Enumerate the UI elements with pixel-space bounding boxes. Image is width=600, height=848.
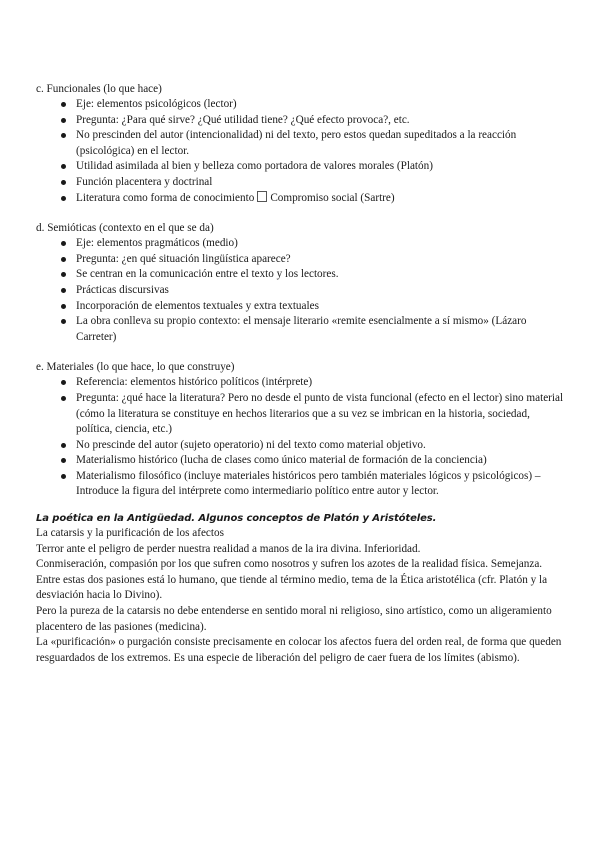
bullet-icon [61, 102, 66, 107]
paragraph: Entre estas dos pasiones está lo humano, que tiende al término medio, tema de la Ética aristotélica (cfr. Platón y la desviación hacia lo Divino). [36, 573, 548, 602]
list-item: Incorporación de elementos textuales y extra textuales [76, 299, 566, 315]
bullet-icon [61, 443, 66, 448]
bullet-icon [61, 288, 66, 293]
list-item: Función placentera y doctrinal [76, 175, 566, 191]
bullet-icon [61, 180, 66, 185]
list-item: La obra conlleva su propio contexto: el mensaje literario «remite esencialmente a sí mismo» (Lázaro Carreter) [76, 314, 566, 345]
bullet-icon [61, 241, 66, 246]
list-item: Pregunta: ¿qué hace la literatura? Pero no desde el punto de vista funcional (efecto en el lector) sino material (cómo la literatura se constituye en hechos literarios que a su vez se imbrican en la historia, sociedad, política, ciencia, etc.) [76, 391, 566, 438]
document-page [36, 82, 566, 666]
list-item: No prescinde del autor (sujeto operatorio) ni del texto como material objetivo. [76, 438, 566, 454]
list-semioticas [36, 236, 566, 345]
list-item: No prescinden del autor (intencionalidad) ni del texto, pero estos quedan supeditados a la reacción (psicológica) en el lector. [76, 128, 566, 159]
list-item: Utilidad asimilada al bien y belleza como portadora de valores morales (Platón) [76, 159, 566, 175]
section-title-materiales: e. Materiales (lo que hace, lo que construye) [36, 361, 235, 374]
list-item: Eje: elementos pragmáticos (medio) [76, 236, 566, 252]
bullet-icon [61, 196, 66, 201]
bullet-icon [61, 257, 66, 262]
paragraph: Conmiseración, compasión por los que sufren como nosotros y sufren los azotes de la realidad física. Semejanza. [36, 558, 543, 571]
bullet-icon [61, 272, 66, 277]
list-item: Referencia: elementos histórico políticos (intérprete) [76, 375, 566, 391]
list-item: Se centran en la comunicación entre el texto y los lectores. [76, 267, 566, 283]
bullet-icon [61, 319, 66, 324]
poetics-heading: La poética en la Antigüedad. Algunos conceptos de Platón y Aristóteles. [36, 513, 437, 525]
section-title-funcionales: c. Funcionales (lo que hace) [36, 83, 162, 95]
missing-glyph-icon [257, 191, 267, 202]
bullet-icon [61, 380, 66, 385]
paragraph: Pero la pureza de la catarsis no debe entenderse en sentido moral ni religioso, sino artístico, como un aligeramiento placentero de las pasiones (medicina). [36, 605, 552, 633]
paragraph: La «purificación» o purgación consiste precisamente en colocar los afectos fuera del orden real, de forma que queden resguardados de los extremos. Es una especie de liberación del peligro de caer fuera de los límites (abismo). [36, 636, 562, 664]
list-item: Prácticas discursivas [76, 283, 566, 299]
bullet-icon [61, 458, 66, 463]
list-item: Literatura como forma de conocimiento Compromiso social (Sartre) [76, 191, 566, 207]
bullet-icon [61, 304, 66, 309]
section-title-semioticas: d. Semióticas (contexto en el que se da) [36, 222, 214, 235]
paragraph: La catarsis y la purificación de los afectos [36, 527, 224, 540]
bullet-icon [61, 396, 66, 401]
list-funcionales [36, 97, 566, 206]
list-item: Eje: elementos psicológicos (lector) [76, 97, 566, 113]
paragraph: Terror ante el peligro de perder nuestra realidad a manos de la ira divina. Inferioridad. [36, 542, 421, 555]
list-item: Pregunta: ¿Para qué sirve? ¿Qué utilidad tiene? ¿Qué efecto provoca?, etc. [76, 113, 566, 129]
list-item: Materialismo filosófico (incluye materiales históricos pero también materiales lógicos y psicológicos) – Introduce la figura del intérprete como intermediario político entre autor y lector. [76, 469, 566, 500]
bullet-icon [61, 133, 66, 138]
bullet-icon [61, 118, 66, 123]
list-item: Materialismo histórico (lucha de clases como único material de formación de la conciencia) [76, 453, 566, 469]
bullet-icon [61, 164, 66, 169]
bullet-icon [61, 474, 66, 479]
list-item: Pregunta: ¿en qué situación lingüística aparece? [76, 252, 566, 268]
list-materiales [36, 375, 566, 500]
